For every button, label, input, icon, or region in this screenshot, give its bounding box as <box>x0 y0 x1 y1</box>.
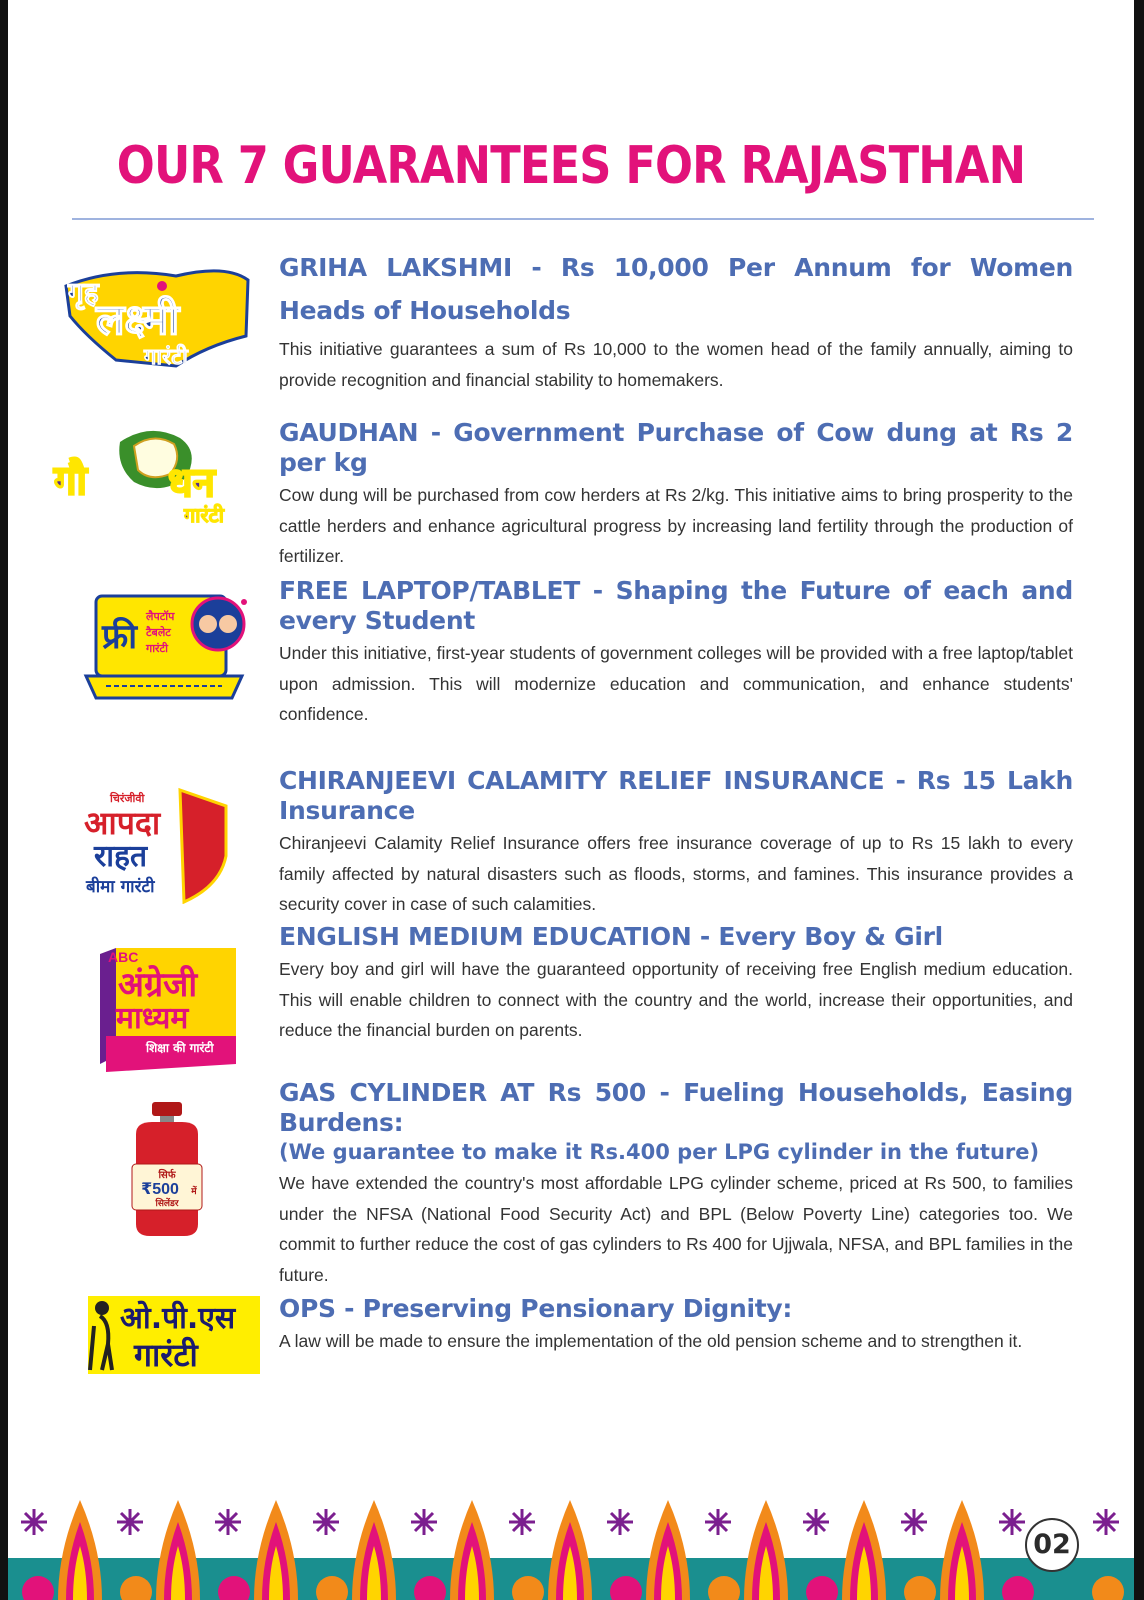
brochure-page <box>8 0 1134 1600</box>
logo-text-shiksha: शिक्षा की गारंटी <box>146 1041 214 1055</box>
logo-text-guarantee: गारंटी <box>184 503 224 527</box>
item-heading: OPS - Preserving Pensionary Dignity: <box>279 1294 793 1323</box>
item-heading: GAUDHAN - Government Purchase of Cow dung at Rs 2 per kg <box>279 418 1073 477</box>
item-heading: GAS CYLINDER AT Rs 500 - Fueling Households, Easing Burdens: <box>279 1078 1073 1137</box>
logo-text-dhan: धन <box>168 460 215 506</box>
guarantee-item <box>279 418 1073 572</box>
item-description: A law will be made to ensure the implementation of the old pension scheme and to strengthen it. <box>279 1331 1023 1351</box>
english-medium-logo <box>86 940 244 1072</box>
logo-text-abc: ABC <box>108 949 139 965</box>
guarantee-item <box>279 766 1073 920</box>
item-heading: GRIHA LAKSHMI - Rs 10,000 Per Annum for Women Heads of Households <box>279 253 1073 325</box>
logo-text-gau: गौ <box>54 458 87 504</box>
item-description: This initiative guarantees a sum of Rs 10,000 to the women head of the family annually, aiming to provide recognition and financial stability to homemakers. <box>279 339 1073 390</box>
item-heading: CHIRANJEEVI CALAMITY RELIEF INSURANCE - Rs 15 Lakh Insurance <box>279 766 1073 825</box>
shield-icon <box>180 790 226 902</box>
logo-text-guarantee: गारंटी <box>144 345 188 370</box>
page-title: OUR 7 GUARANTEES FOR RAJASTHAN <box>116 136 1026 196</box>
page-number: 02 <box>1025 1518 1079 1572</box>
guarantee-item <box>279 1294 1073 1357</box>
logo-text-angreji: अंग्रेजी <box>118 965 198 1005</box>
item-heading: ENGLISH MEDIUM EDUCATION - Every Boy & Girl <box>279 922 943 951</box>
logo-text-laptop: लैपटॉप <box>146 610 175 623</box>
logo-text-chiranjeevi: चिरंजीवी <box>110 792 145 805</box>
logo-text-griha: गृह <box>68 276 99 309</box>
logo-text-free: फ्री <box>102 617 138 657</box>
logo-text-tablet: टैबलेट <box>146 626 171 639</box>
gaudhan-logo <box>50 422 256 530</box>
logo-text-aapda: आपदा <box>84 804 161 842</box>
item-description: Every boy and girl will have the guaranteed opportunity of receiving free English medium education. This will enable children to connect with the country and the world, increase their opportunities, and reduce the financial burden on parents. <box>279 959 1073 1040</box>
logo-text-bima-guarantee: बीमा गारंटी <box>86 877 155 897</box>
item-heading: FREE LAPTOP/TABLET - Shaping the Future of each and every Student <box>279 576 1073 635</box>
title-divider <box>72 218 1094 220</box>
guarantee-item <box>279 1078 1073 1290</box>
item-description: Under this initiative, first-year students of government colleges will be provided with a free laptop/tablet upon admission. This will modernize education and communication, and enhance students' confidence. <box>279 643 1073 724</box>
logo-text-sirf: सिर्फ <box>158 1170 176 1181</box>
ops-logo <box>80 1292 264 1380</box>
decorative-border <box>8 1488 1134 1600</box>
logo-text-lakshmi: लक्ष्मी <box>96 295 180 344</box>
logo-text-cylinder: सिलेंडर <box>155 1199 179 1209</box>
logo-text-ops: ओ.पी.एस <box>120 1301 236 1336</box>
griha-lakshmi-logo <box>56 256 256 376</box>
logo-text-rahat: राहत <box>94 839 148 874</box>
bindi-icon <box>157 281 167 291</box>
item-description: Chiranjeevi Calamity Relief Insurance offers free insurance coverage of up to Rs 15 lakh to every family affected by natural disasters such as floods, storms, and famines. This insurance provides a security cover in case of such calamities. <box>279 833 1073 914</box>
logo-text-guarantee: गारंटी <box>146 642 168 655</box>
gas-cylinder-logo <box>126 1100 208 1240</box>
item-subheading: (We guarantee to make it Rs.400 per LPG cylinder in the future) <box>279 1140 1040 1164</box>
guarantee-item <box>279 246 1073 395</box>
laptop-tablet-logo <box>82 590 258 708</box>
calamity-relief-logo <box>80 786 230 904</box>
logo-text-madhyam: माध्यम <box>116 1001 189 1036</box>
logo-text-mein: में <box>191 1187 197 1197</box>
item-description: Cow dung will be purchased from cow herders at Rs 2/kg. This initiative aims to bring prosperity to the cattle herders and enhance agricultural progress by increasing land fertility through the production of fertilizer. <box>279 485 1073 566</box>
guarantee-item <box>279 576 1073 730</box>
guarantee-item <box>279 922 1073 1046</box>
logo-text-guarantee: गारंटी <box>134 1336 198 1374</box>
item-description: We have extended the country's most affordable LPG cylinder scheme, priced at Rs 500, to families under the NFSA (National Food Security Act) and BPL (Below Poverty Line) categories too. We commit to further reduce the cost of gas cylinders to Rs 400 for Ujjwala, NFSA, and BPL families in the future. <box>279 1173 1073 1285</box>
logo-text-price: ₹500 <box>141 1181 179 1198</box>
